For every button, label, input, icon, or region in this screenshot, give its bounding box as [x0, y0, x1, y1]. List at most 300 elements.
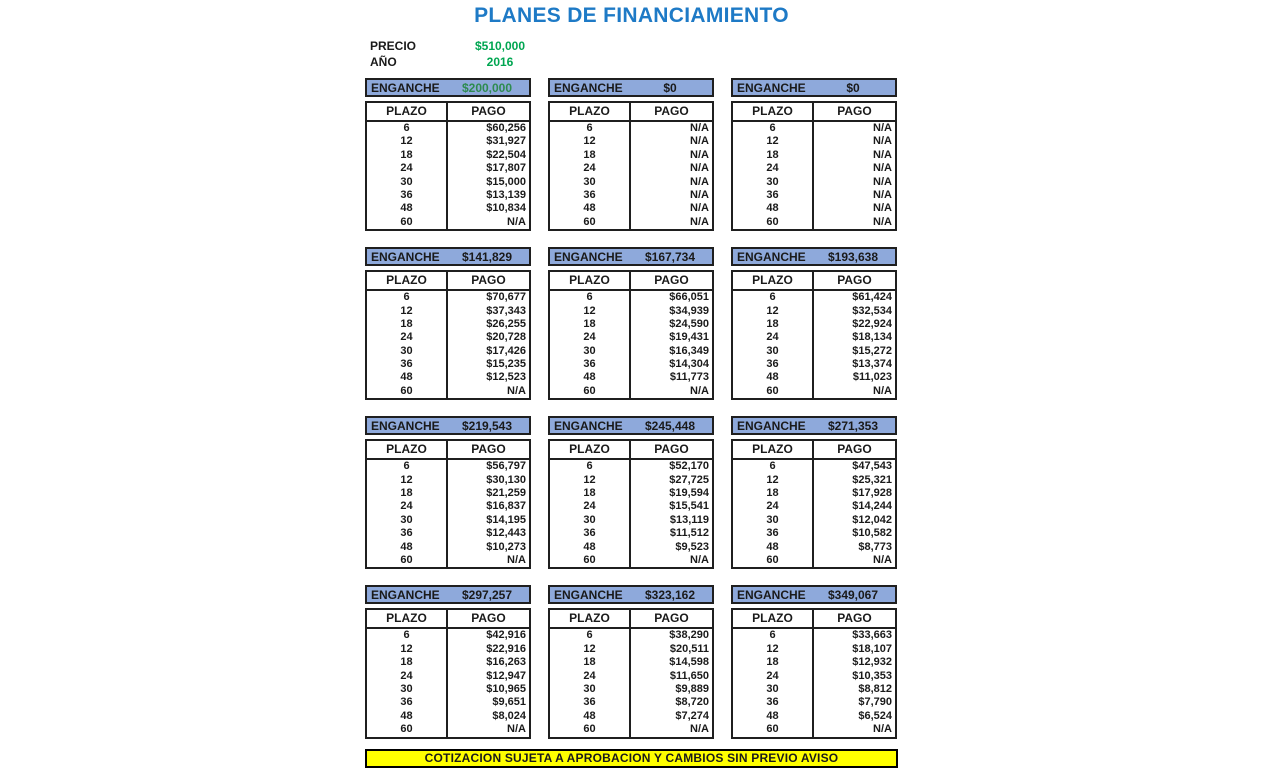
payment-row — [550, 643, 712, 656]
plazo-cell: 18 — [367, 487, 448, 500]
pago-cell: $60,256 — [486, 122, 526, 134]
plazo-column-header: PLAZO — [550, 272, 631, 289]
pago-cell: N/A — [873, 384, 892, 397]
pago-column-header: PAGO — [471, 611, 506, 626]
plazo-cell: 24 — [733, 162, 814, 175]
plazo-cell: 60 — [733, 723, 814, 736]
plazo-column-header: PLAZO — [733, 103, 814, 120]
plazo-cell: 60 — [550, 216, 631, 229]
payment-table-body — [550, 460, 712, 567]
pago-cell: $14,244 — [852, 500, 892, 513]
payment-row — [367, 460, 529, 473]
pago-cell: $18,134 — [852, 331, 892, 344]
payment-table-body — [733, 460, 895, 567]
enganche-value: $0 — [846, 80, 860, 95]
enganche-value: $193,638 — [827, 249, 879, 264]
plazo-cell: 6 — [733, 122, 814, 135]
plazo-cell: 18 — [367, 318, 448, 331]
plan-group — [731, 78, 897, 231]
plazo-cell: 60 — [367, 723, 448, 736]
plazo-cell: 36 — [550, 527, 631, 540]
plazo-column-header: PLAZO — [367, 610, 448, 627]
enganche-header — [548, 78, 714, 97]
payment-row — [550, 629, 712, 642]
payment-row — [733, 216, 895, 229]
enganche-label: ENGANCHE — [737, 587, 806, 602]
payment-row — [733, 371, 895, 384]
payment-row — [367, 514, 529, 527]
plan-group — [731, 416, 897, 569]
payment-row — [550, 345, 712, 358]
plazo-cell: 36 — [367, 696, 448, 709]
plazo-cell: 18 — [550, 318, 631, 331]
pago-cell: $14,304 — [669, 358, 709, 371]
pago-cell: $11,512 — [669, 527, 709, 540]
pago-column-header: PAGO — [837, 273, 872, 288]
payment-table-body — [550, 629, 712, 736]
pago-cell: $66,051 — [669, 291, 709, 304]
payment-row — [367, 385, 529, 398]
pago-cell: N/A — [507, 215, 526, 228]
payment-row — [550, 331, 712, 344]
plazo-cell: 24 — [550, 500, 631, 513]
pago-cell: $11,023 — [852, 371, 892, 384]
payment-row — [550, 500, 712, 513]
plan-group — [548, 416, 714, 569]
payment-row — [367, 176, 529, 189]
enganche-value: $200,000 — [461, 80, 513, 95]
plazo-cell: 24 — [550, 331, 631, 344]
plazo-column-header: PLAZO — [550, 103, 631, 120]
plazo-cell: 24 — [367, 670, 448, 683]
plazo-cell: 18 — [733, 149, 814, 162]
payment-table — [548, 270, 714, 400]
pago-cell: $6,524 — [858, 709, 892, 722]
payment-row — [367, 527, 529, 540]
plazo-cell: 18 — [367, 149, 448, 162]
payment-row — [550, 358, 712, 371]
payment-row — [367, 643, 529, 656]
enganche-header — [365, 78, 531, 97]
payment-row — [733, 135, 895, 148]
payment-table — [731, 270, 897, 400]
pago-cell: $8,812 — [858, 682, 892, 695]
payment-row — [550, 670, 712, 683]
plazo-cell: 60 — [550, 554, 631, 567]
plazo-cell: 30 — [367, 514, 448, 527]
payment-table-body — [367, 460, 529, 567]
payment-row — [733, 643, 895, 656]
pago-cell: $11,650 — [669, 669, 709, 682]
payment-row — [550, 149, 712, 162]
plazo-cell: 6 — [733, 291, 814, 304]
enganche-value: $349,067 — [827, 587, 879, 602]
pago-cell: N/A — [690, 135, 709, 148]
pago-cell: $12,932 — [852, 656, 892, 669]
payment-row — [550, 554, 712, 567]
plazo-cell: 48 — [733, 371, 814, 384]
pago-cell: $17,426 — [486, 344, 526, 357]
plazo-cell: 24 — [733, 331, 814, 344]
plazo-cell: 24 — [733, 670, 814, 683]
plan-group — [548, 78, 714, 231]
payment-row — [550, 474, 712, 487]
payment-row — [367, 216, 529, 229]
payment-table-header — [733, 272, 895, 291]
plazo-cell: 24 — [367, 162, 448, 175]
year-label: AÑO — [370, 55, 397, 69]
pago-cell: $26,255 — [486, 317, 526, 330]
payment-row — [367, 696, 529, 709]
payment-table-body — [550, 122, 712, 229]
payment-row — [550, 656, 712, 669]
pago-cell: $33,663 — [852, 629, 892, 642]
price-row — [370, 38, 898, 54]
payment-row — [367, 358, 529, 371]
payment-table-header — [550, 441, 712, 460]
pago-cell: $7,274 — [675, 709, 709, 722]
payment-table — [731, 101, 897, 231]
plazo-cell: 30 — [550, 683, 631, 696]
plazo-cell: 36 — [550, 696, 631, 709]
payment-row — [550, 541, 712, 554]
payment-row — [733, 487, 895, 500]
payment-table-header — [550, 103, 712, 122]
payment-row — [367, 331, 529, 344]
pago-cell: $19,594 — [669, 487, 709, 500]
payment-table-body — [733, 291, 895, 398]
payment-table-body — [550, 291, 712, 398]
plazo-cell: 6 — [550, 460, 631, 473]
payment-table-body — [733, 122, 895, 229]
plazo-cell: 36 — [367, 189, 448, 202]
payment-row — [733, 149, 895, 162]
pago-column-header: PAGO — [471, 273, 506, 288]
plan-group — [365, 416, 531, 569]
plazo-column-header: PLAZO — [733, 441, 814, 458]
payment-row — [550, 385, 712, 398]
pago-cell: $8,024 — [492, 709, 526, 722]
plazo-cell: 48 — [550, 202, 631, 215]
payment-row — [550, 291, 712, 304]
price-label: PRECIO — [370, 39, 417, 53]
plazo-cell: 12 — [367, 474, 448, 487]
pago-column-header: PAGO — [654, 611, 689, 626]
plazo-cell: 30 — [733, 345, 814, 358]
pago-cell: $10,965 — [486, 682, 526, 695]
plazo-cell: 6 — [367, 122, 448, 135]
pago-column-header: PAGO — [837, 104, 872, 118]
payment-row — [367, 554, 529, 567]
payment-row — [550, 696, 712, 709]
payment-table-header — [367, 103, 529, 122]
enganche-label: ENGANCHE — [554, 249, 623, 264]
payment-row — [550, 202, 712, 215]
pago-cell: $17,928 — [852, 487, 892, 500]
pago-cell: N/A — [507, 553, 526, 566]
pago-cell: $34,939 — [669, 304, 709, 317]
plan-group — [731, 247, 897, 400]
plazo-cell: 12 — [550, 643, 631, 656]
enganche-header — [548, 585, 714, 604]
plazo-cell: 30 — [367, 345, 448, 358]
payment-row — [733, 122, 895, 135]
plazo-cell: 12 — [733, 643, 814, 656]
payment-table-header — [733, 103, 895, 122]
enganche-value: $0 — [663, 80, 677, 95]
plazo-cell: 36 — [733, 527, 814, 540]
price-info-block — [370, 38, 898, 70]
pago-cell: $38,290 — [669, 629, 709, 642]
payment-table-body — [367, 122, 529, 229]
year-row — [370, 54, 898, 70]
payment-table-header — [367, 441, 529, 460]
pago-cell: $13,374 — [852, 358, 892, 371]
plazo-cell: 36 — [733, 696, 814, 709]
pago-cell: N/A — [873, 122, 892, 134]
plazo-cell: 48 — [367, 710, 448, 723]
plazo-cell: 24 — [367, 500, 448, 513]
payment-table-body — [367, 629, 529, 736]
pago-cell: N/A — [873, 553, 892, 566]
pago-cell: $22,504 — [486, 148, 526, 161]
payment-table — [548, 101, 714, 231]
payment-row — [733, 723, 895, 736]
enganche-value: $323,162 — [644, 587, 696, 602]
payment-table-header — [550, 272, 712, 291]
pago-cell: N/A — [690, 162, 709, 175]
plazo-cell: 60 — [367, 554, 448, 567]
pago-cell: $37,343 — [486, 304, 526, 317]
payment-row — [733, 318, 895, 331]
enganche-label: ENGANCHE — [737, 418, 806, 433]
payment-row — [733, 670, 895, 683]
plazo-cell: 6 — [367, 629, 448, 642]
plazo-cell: 30 — [367, 176, 448, 189]
payment-row — [733, 331, 895, 344]
payment-row — [367, 487, 529, 500]
pago-cell: $61,424 — [852, 291, 892, 304]
payment-table — [365, 270, 531, 400]
pago-column-header: PAGO — [471, 104, 506, 118]
plazo-column-header: PLAZO — [367, 441, 448, 458]
pago-cell: N/A — [873, 148, 892, 161]
plazo-cell: 6 — [733, 460, 814, 473]
payment-row — [733, 202, 895, 215]
enganche-header — [365, 247, 531, 266]
payment-row — [550, 176, 712, 189]
plazo-cell: 6 — [367, 291, 448, 304]
payment-row — [367, 189, 529, 202]
pago-cell: $12,523 — [486, 371, 526, 384]
price-value: $510,000 — [474, 39, 526, 53]
payment-row — [733, 385, 895, 398]
pago-column-header: PAGO — [471, 442, 506, 457]
pago-cell: $11,773 — [669, 371, 709, 384]
pago-cell: $13,119 — [669, 513, 709, 526]
payment-row — [733, 474, 895, 487]
payment-row — [733, 345, 895, 358]
payment-row — [367, 656, 529, 669]
pago-cell: N/A — [690, 723, 709, 736]
payment-row — [367, 149, 529, 162]
pago-cell: N/A — [690, 202, 709, 215]
pago-cell: $22,924 — [852, 317, 892, 330]
plazo-cell: 12 — [733, 305, 814, 318]
plan-group — [548, 585, 714, 738]
pago-cell: $13,139 — [486, 188, 526, 201]
pago-cell: $27,725 — [669, 473, 709, 486]
plazo-column-header: PLAZO — [550, 441, 631, 458]
plazo-cell: 30 — [367, 683, 448, 696]
payment-row — [367, 371, 529, 384]
plazo-cell: 48 — [550, 541, 631, 554]
payment-row — [733, 500, 895, 513]
payment-table — [548, 608, 714, 738]
payment-table — [731, 608, 897, 738]
enganche-header — [548, 247, 714, 266]
plazo-cell: 12 — [367, 135, 448, 148]
pago-cell: N/A — [873, 135, 892, 148]
payment-row — [733, 656, 895, 669]
pago-cell: $9,651 — [492, 696, 526, 709]
enganche-label: ENGANCHE — [371, 249, 440, 264]
pago-cell: N/A — [873, 175, 892, 188]
plazo-cell: 6 — [550, 291, 631, 304]
payment-row — [550, 460, 712, 473]
enganche-label: ENGANCHE — [737, 249, 806, 264]
pago-cell: $18,107 — [852, 642, 892, 655]
plazo-cell: 48 — [367, 371, 448, 384]
payment-row — [550, 723, 712, 736]
plazo-cell: 36 — [733, 189, 814, 202]
pago-cell: $16,349 — [669, 344, 709, 357]
plazo-cell: 48 — [367, 541, 448, 554]
payment-row — [733, 710, 895, 723]
payment-row — [550, 371, 712, 384]
payment-row — [733, 460, 895, 473]
pago-cell: $10,353 — [852, 669, 892, 682]
plazo-cell: 18 — [733, 656, 814, 669]
pago-cell: N/A — [690, 122, 709, 134]
disclaimer-banner: COTIZACION SUJETA A APROBACION Y CAMBIOS SIN PREVIO AVISO — [365, 749, 898, 768]
enganche-value: $271,353 — [827, 418, 879, 433]
pago-cell: $20,728 — [486, 331, 526, 344]
plazo-cell: 30 — [550, 176, 631, 189]
enganche-value: $167,734 — [644, 249, 696, 264]
pago-cell: N/A — [873, 215, 892, 228]
plazo-cell: 36 — [367, 527, 448, 540]
enganche-label: ENGANCHE — [371, 418, 440, 433]
payment-row — [550, 527, 712, 540]
payment-row — [733, 629, 895, 642]
plazo-cell: 48 — [733, 710, 814, 723]
payment-row — [550, 135, 712, 148]
payment-row — [367, 541, 529, 554]
payment-row — [367, 474, 529, 487]
payment-table-header — [733, 610, 895, 629]
plazo-cell: 18 — [550, 487, 631, 500]
plazo-cell: 6 — [550, 122, 631, 135]
payment-table-body — [367, 291, 529, 398]
pago-column-header: PAGO — [837, 442, 872, 457]
plazo-cell: 60 — [367, 216, 448, 229]
payment-row — [367, 318, 529, 331]
plazo-cell: 12 — [550, 305, 631, 318]
plazo-cell: 18 — [733, 318, 814, 331]
plazo-cell: 12 — [367, 643, 448, 656]
payment-row — [367, 710, 529, 723]
plazo-cell: 12 — [733, 474, 814, 487]
plazo-cell: 30 — [550, 514, 631, 527]
plazo-cell: 60 — [550, 723, 631, 736]
payment-row — [550, 216, 712, 229]
plazo-cell: 6 — [550, 629, 631, 642]
year-value: 2016 — [486, 55, 514, 69]
pago-cell: $15,272 — [852, 344, 892, 357]
plazo-cell: 36 — [733, 358, 814, 371]
payment-row — [733, 554, 895, 567]
plazo-cell: 24 — [367, 331, 448, 344]
enganche-label: ENGANCHE — [554, 418, 623, 433]
payment-row — [550, 683, 712, 696]
payment-row — [367, 683, 529, 696]
financing-sheet — [365, 4, 898, 768]
payment-row — [550, 318, 712, 331]
payment-row — [550, 305, 712, 318]
pago-cell: N/A — [690, 384, 709, 397]
enganche-label: ENGANCHE — [554, 587, 623, 602]
pago-cell: N/A — [873, 188, 892, 201]
plazo-cell: 18 — [550, 149, 631, 162]
plazo-cell: 30 — [733, 176, 814, 189]
pago-cell: $47,543 — [852, 460, 892, 473]
enganche-label: ENGANCHE — [554, 80, 623, 95]
plan-group — [365, 585, 531, 738]
payment-row — [367, 723, 529, 736]
payment-row — [550, 162, 712, 175]
pago-cell: $42,916 — [486, 629, 526, 642]
pago-cell: $12,443 — [486, 527, 526, 540]
enganche-value: $141,829 — [461, 249, 513, 264]
plazo-cell: 36 — [550, 358, 631, 371]
pago-cell: $20,511 — [669, 642, 709, 655]
pago-cell: $32,534 — [852, 304, 892, 317]
payment-row — [367, 500, 529, 513]
plazo-cell: 24 — [550, 162, 631, 175]
pago-cell: $17,807 — [486, 162, 526, 175]
plazo-cell: 60 — [550, 385, 631, 398]
payment-row — [733, 291, 895, 304]
enganche-header — [731, 585, 897, 604]
plazo-cell: 36 — [550, 189, 631, 202]
plazo-cell: 30 — [733, 514, 814, 527]
payment-table — [548, 439, 714, 569]
enganche-header — [365, 416, 531, 435]
plans-grid — [365, 78, 898, 739]
pago-cell: $10,273 — [486, 540, 526, 553]
pago-cell: N/A — [690, 215, 709, 228]
plazo-cell: 60 — [367, 385, 448, 398]
pago-column-header: PAGO — [654, 104, 689, 118]
pago-cell: $30,130 — [486, 473, 526, 486]
plazo-cell: 30 — [733, 683, 814, 696]
payment-table — [365, 439, 531, 569]
plazo-cell: 12 — [733, 135, 814, 148]
pago-cell: $24,590 — [669, 317, 709, 330]
pago-cell: N/A — [690, 188, 709, 201]
plazo-cell: 36 — [367, 358, 448, 371]
